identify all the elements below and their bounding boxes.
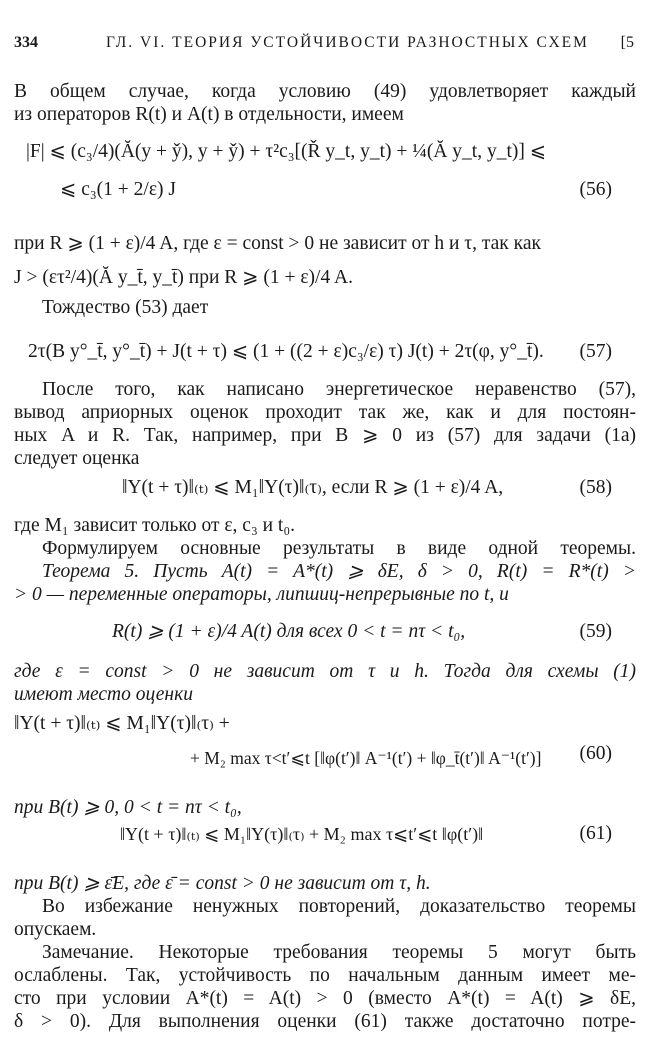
text-line: J > (ετ²/4)(Ă y_t̄, y_t̄) при R ⩾ (1 + ε)/4 A. <box>14 267 353 288</box>
equation-56-line2: ⩽ c₃(1 + 2/ε) J <box>60 179 176 200</box>
text-line: следует оценка <box>14 448 140 469</box>
equation-60-line2: + M₂ max τ<t′⩽t [‖φ(t′)‖ A⁻¹(t′) + ‖φ_t̄(t′)‖ A⁻¹(t′)] <box>190 748 542 768</box>
equation-number-58: (58) <box>579 477 612 498</box>
theorem-line: при B(t) ⩾ ε̄E, где ε̄ = const > 0 не зависит от τ, h. <box>14 873 431 894</box>
equation-number-59: (59) <box>579 621 612 642</box>
equation-61: ‖Y(t + τ)‖₍ₜ₎ ⩽ M₁‖Y(τ)‖₍τ₎ + M₂ max τ⩽t′⩽t ‖φ(t′)‖ <box>120 824 484 844</box>
chapter-title: ГЛ. VI. ТЕОРИЯ УСТОЙЧИВОСТИ РАЗНОСТНЫХ СХЕМ <box>106 34 589 51</box>
equation-number-56: (56) <box>579 179 612 200</box>
text-line: Во избежание ненужных повторений, доказательство теоремы <box>42 896 636 917</box>
theorem-line: Теорема 5. Пусть A(t) = A*(t) ⩾ δE, δ > 0, R(t) = R*(t) > <box>42 561 636 582</box>
remark-line: Замечание. Некоторые требования теоремы 5 могут быть <box>42 942 636 963</box>
text-line: Тождество (53) дает <box>42 297 209 318</box>
equation-56-line1: |F| ⩽ (c₃/4)(Ă(y + y̌), y + y̌) + τ²c₃[(Ř y_t, y_t) + ¼(Ă y_t, y_t)] ⩽ <box>26 141 547 162</box>
equation-number-57: (57) <box>579 341 612 362</box>
equation-number-61: (61) <box>579 823 612 844</box>
text-line: вывод априорных оценок проходит так же, как и для постоян- <box>14 402 636 423</box>
equation-59: R(t) ⩾ (1 + ε)/4 A(t) для всех 0 < t = nτ < t₀, <box>112 621 466 642</box>
text-line: ослаблены. Так, устойчивость по начальным данным имеет ме- <box>14 965 636 986</box>
equation-58: ‖Y(t + τ)‖₍ₜ₎ ⩽ M₁‖Y(τ)‖₍τ₎, если R ⩾ (1 + ε)/4 A, <box>122 477 504 498</box>
page-number: 334 <box>14 34 38 51</box>
equation-57: 2τ(B y°_t̄, y°_t̄) + J(t + τ) ⩽ (1 + ((2 + ε)c₃/ε) τ) J(t) + 2τ(φ, y°_t̄). <box>28 341 544 362</box>
equation-60-line1: ‖Y(t + τ)‖₍ₜ₎ ⩽ M₁‖Y(τ)‖₍τ₎ + <box>14 713 230 734</box>
text-line: при R ⩾ (1 + ε)/4 A, где ε = const > 0 не зависит от h и τ, так как <box>14 233 541 254</box>
text-line: ных A и R. Так, например, при B ⩾ 0 из (57) для задачи (1а) <box>14 425 636 446</box>
text-line: δ > 0). Для выполнения оценки (61) также достаточно потре- <box>14 1011 636 1032</box>
text-line: сто при условии A*(t) = A(t) > 0 (вместо A*(t) = A(t) ⩾ δE, <box>14 988 636 1009</box>
text-line: где M₁ зависит только от ε, c₃ и t₀. <box>14 515 296 536</box>
text-line: После того, как написано энергетическое неравенство (57), <box>42 379 636 400</box>
section-number: [5 <box>620 34 634 51</box>
theorem-line: > 0 — переменные операторы, липшиц-непрерывные по t, и <box>14 584 509 605</box>
theorem-line: при B(t) ⩾ 0, 0 < t = nτ < t₀, <box>14 797 242 818</box>
theorem-line: имеют место оценки <box>14 684 193 705</box>
text-line: из операторов R(t) и A(t) в отдельности, имеем <box>14 104 404 125</box>
equation-number-60: (60) <box>579 743 612 764</box>
text-line: В общем случае, когда условию (49) удовлетворяет каждый <box>14 81 636 102</box>
text-line: опускаем. <box>14 919 97 940</box>
theorem-line: где ε = const > 0 не зависит от τ и h. Тогда для схемы (1) <box>14 661 636 682</box>
running-header <box>14 30 636 54</box>
text-line: Формулируем основные результаты в виде одной теоремы. <box>42 538 636 559</box>
